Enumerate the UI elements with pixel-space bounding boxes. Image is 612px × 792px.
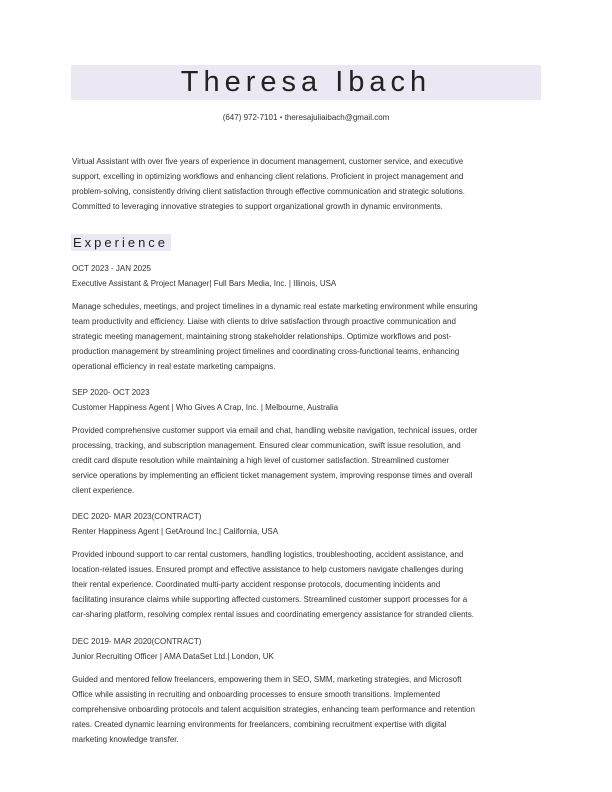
job-description-line: comprehensive onboarding protocols and talent acquisition strategies, enhancing team performance and retention	[72, 705, 475, 714]
job-dates: DEC 2019- MAR 2020(CONTRACT)	[72, 637, 202, 646]
job-description	[72, 423, 478, 498]
job-description-line: service operations by implementing an efficient ticket management system, improving response times and overall	[72, 471, 473, 480]
job-dates: DEC 2020- MAR 2023(CONTRACT)	[72, 512, 202, 521]
job-description-line: Provided comprehensive customer support via email and chat, handling website navigation, technical issues, order	[72, 426, 478, 435]
job-entry	[72, 261, 478, 374]
job-description-line: car-sharing platform, resolving complex rental issues and coordinating emergency assistance for stranded clients.	[72, 610, 474, 619]
contact-line	[71, 113, 541, 123]
summary-paragraph	[72, 154, 465, 214]
job-dates: OCT 2023 - JAN 2025	[72, 264, 152, 273]
job-description-line: location-related issues. Ensured prompt and effective assistance to help customers navigate challenges during	[72, 565, 464, 574]
job-description-line: credit card dispute resolution while maintaining a high level of customer satisfaction. Streamlined customer	[72, 456, 450, 465]
candidate-name: Theresa Ibach	[180, 66, 432, 98]
job-description-line: client experience.	[72, 486, 135, 495]
job-description-line: Manage schedules, meetings, and project timelines in a dynamic real estate marketing environment while ensuring	[72, 302, 478, 311]
job-description-line: their rental experience. Coordinated multi-party accident response protocols, documenting incidents and	[72, 580, 441, 589]
summary-line: problem-solving, consistently driving client satisfaction through effective communication and strategic solutions.	[72, 187, 465, 196]
job-entry	[72, 385, 478, 498]
job-entry	[72, 509, 474, 622]
phone-number: (647) 972-7101	[222, 113, 278, 122]
email-address: theresajuliaibach@gmail.com	[284, 113, 390, 122]
job-description-line: operational efficiency in real estate marketing campaigns.	[72, 362, 276, 371]
job-description-line: rates. Created dynamic learning environments for freelancers, combining recruitment expertise with digital	[72, 720, 447, 729]
job-dates: SEP 2020- OCT 2023	[72, 388, 150, 397]
job-description-line: team productivity and efficiency. Liaise with clients to drive satisfaction through proactive communication and	[72, 317, 456, 326]
job-description-line: Office while assisting in recruiting and onboarding processes to ensure smooth transitions. Implemented	[72, 690, 441, 699]
summary-line: Virtual Assistant with over five years of experience in document management, customer service, and executive	[72, 157, 464, 166]
job-entry	[72, 634, 475, 747]
job-description-line: Provided inbound support to car rental customers, handling logistics, troubleshooting, accident assistance, and	[72, 550, 464, 559]
job-title-company: Junior Recruiting Officer | AMA DataSet Ltd.| London, UK	[72, 652, 274, 661]
job-description-line: production management by streamlining project timelines and coordinating cross-functional teams, enhancing	[72, 347, 460, 356]
job-description	[72, 672, 475, 747]
job-description-line: strategic meeting management, maintaining strong stakeholder relationships. Optimize workflows and post-	[72, 332, 452, 341]
summary-line: support, excelling in optimizing workflows and enhancing client relations. Proficient in project management and	[72, 172, 464, 181]
job-description	[72, 299, 478, 374]
summary-line: Committed to leveraging innovative strategies to support organizational growth in dynamic environments.	[72, 202, 443, 211]
separator-bullet: •	[279, 113, 283, 122]
job-description-line: Guided and mentored fellow freelancers, empowering them in SEO, SMM, marketing strategies, and Microsoft	[72, 675, 462, 684]
job-description	[72, 547, 474, 622]
job-title-company: Executive Assistant & Project Manager| Full Bars Media, Inc. | Illinois, USA	[72, 279, 337, 288]
experience-heading: Experience	[71, 234, 171, 251]
job-title-company: Renter Happiness Agent | GetAround Inc.| California, USA	[72, 527, 279, 536]
job-title-company: Customer Happiness Agent | Who Gives A Crap, Inc. | Melbourne, Australia	[72, 403, 339, 412]
job-description-line: processing, tracking, and subscription management. Ensured clear communication, swift issue resolution, and	[72, 441, 461, 450]
job-description-line: marketing knowledge transfer.	[72, 735, 179, 744]
job-description-line: facilitating insurance claims while supporting affected customers. Streamlined customer support processes for a	[72, 595, 468, 604]
